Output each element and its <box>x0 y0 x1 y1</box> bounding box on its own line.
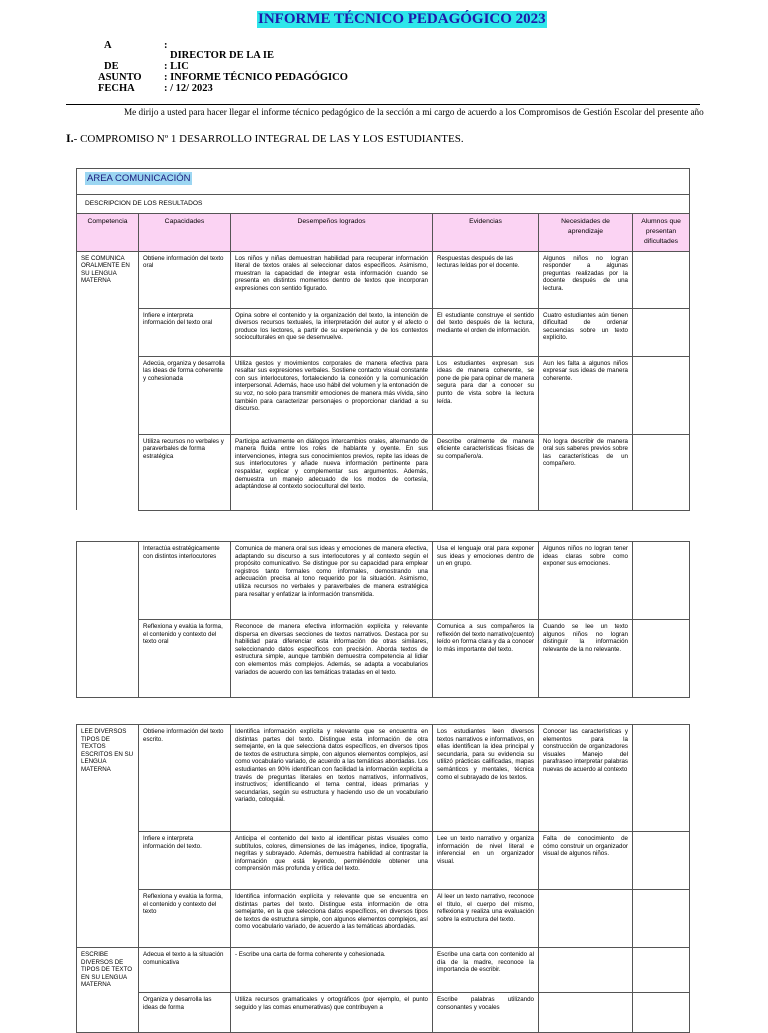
table-row <box>77 434 690 510</box>
results-table-part-3 <box>76 724 690 1033</box>
asunto-value: : INFORME TÉCNICO PEDAGÓGICO <box>164 72 348 83</box>
necesidad-cell: Algunos niños no logran responder a algunas preguntas realizadas por la docente después de una lectura. <box>539 251 633 308</box>
competencia-cell: ESCRIBE DIVERSOS DE TIPOS DE TEXTO EN SU LENGUA MATERNA <box>77 948 139 1033</box>
alumnos-cell <box>633 725 690 832</box>
alumnos-cell <box>633 356 690 434</box>
alumnos-cell <box>633 890 690 948</box>
evidencia-cell: El estudiante construye el sentido del texto después de la lectura, mediante el orden de información. <box>433 308 539 356</box>
alumnos-cell <box>633 308 690 356</box>
intro-text: Me dirijo a usted para hacer llegar el informe técnico pedagógico de la sección a mi cargo de acuerdo a los Compromisos de Gestión Escolar del presente año <box>124 107 704 117</box>
a-value-lic: : LIC <box>164 61 189 72</box>
competencia-cell <box>77 620 139 698</box>
necesidad-cell: No logra describir de manera oral sus saberes previos sobre las características de un compañero. <box>539 434 633 510</box>
alumnos-cell <box>633 620 690 698</box>
intro-paragraph <box>66 107 706 118</box>
capacidad-cell: Adecúa, organiza y desarrolla las ideas de forma coherente y cohesionada <box>139 356 231 434</box>
capacidad-cell: Reflexiona y evalúa la forma, el contenido y contexto del texto <box>139 890 231 948</box>
alumnos-cell <box>633 993 690 1033</box>
area-label: AREA COMUNICACIÓN <box>87 173 191 184</box>
header-capacidades: Capacidades <box>139 213 231 251</box>
descripcion-label: DESCRIPCION DE LOS RESULTADOS <box>77 195 690 214</box>
header-desempenos: Desempeños logrados <box>231 213 433 251</box>
table-row <box>77 993 690 1033</box>
necesidad-cell <box>539 993 633 1033</box>
necesidad-cell: Cuatro estudiantes aún tienen dificultad de ordenar secuencias sobre un texto explícito. <box>539 308 633 356</box>
fecha-label: FECHA <box>98 83 135 94</box>
evidencia-cell: Comunica a sus compañeros la reflexión del texto narrativo(cuento) leído en forma clara y da a conocer lo más importante del texto. <box>433 620 539 698</box>
necesidad-cell: Falta de conocimiento de cómo construir un organizador visual de algunos niños. <box>539 832 633 890</box>
table-row <box>77 948 690 993</box>
header-competencia: Competencia <box>77 213 139 251</box>
capacidad-cell: Organiza y desarrolla las ideas de forma <box>139 993 231 1033</box>
desempeno-cell: Identifica información explícita y relevante que se encuentra en distintas partes del texto. Distingue esta información de otra semejante, en la que selecciona datos específicos, en diversos tipos de textos de estructura simple, con algunos elementos complejos, así como vocabulario variado, de acuerdo a las temáticas abordadas. <box>231 890 433 948</box>
necesidad-cell <box>539 948 633 993</box>
evidencia-cell: Al leer un texto narrativo, reconoce el título, el cuerpo del mismo, reflexiona y realiza una evaluación sobre la estructura del texto. <box>433 890 539 948</box>
document-title: INFORME TÉCNICO PEDAGÓGICO 2023 <box>258 11 546 27</box>
header-evidencias: Evidencias <box>433 213 539 251</box>
competencia-cell: SE COMUNICA ORALMENTE EN SU LENGUA MATERNA <box>77 251 139 510</box>
desempeno-cell: Comunica de manera oral sus ideas y emociones de manera efectiva, adaptando su discurso a sus interlocutores y al contexto según el propósito comunicativo. Se distingue por su capacidad para emplear registros tanto formales como informales, demostrando una adecuación precisa al tono requerido por la situación. Asimismo, utiliza recursos no verbales y paraverbales de manera estratégica para resaltar y enfatizar la información transmitida. <box>231 542 433 620</box>
a-value: DIRECTOR DE LA IE <box>170 50 274 61</box>
capacidad-cell: Reflexiona y evalúa la forma, el contenido y contexto del texto oral <box>139 620 231 698</box>
desempeno-cell: Participa activamente en diálogos intercambios orales, alternando de manera fluida entre los roles de hablante y oyente. En sus intervenciones, integra sus conocimientos previos, repite las ideas de sus interlocutores y añade nueva información pertinente para respaldar, explicar y complementar sus argumentos. Además, demuestra un manejo adecuado de los modos de cortesía, adaptándose al contexto sociocultural del texto. <box>231 434 433 510</box>
table-row <box>77 620 690 698</box>
desempeno-cell: Anticipa el contenido del texto al identificar pistas visuales como subtítulos, colores, dimensiones de las imágenes, índice, tipografía, negritas y subrayado. Además, demuestra habilidad al contrastar la información que está leyendo, permitiéndole obtener una comprensión más profunda y crítica del texto. <box>231 832 433 890</box>
capacidad-cell: Infiere e interpreta información del texto. <box>139 832 231 890</box>
desempeno-cell: Identifica información explícita y relevante que se encuentra en distintas partes del texto. Distingue esta información de otra semejante, en la que selecciona datos específicos, en diversos tipos de textos de estructura simple, con algunos elementos complejos, así como vocabulario variado, de acuerdo a las temáticas abordadas. Los estudiantes en 90% identifican con facilidad la información explícita a través de preguntas literales en textos narrativos, informativos, instructivos; identificando el tema central, ideas primarias y secundarias, según su estructura y haciendo uso de un vocabulario variado, coloquial. <box>231 725 433 832</box>
capacidad-cell: Utiliza recursos no verbales y paraverbales de forma estratégica <box>139 434 231 510</box>
evidencia-cell: Los estudiantes leen diversos textos narrativos e informativos, en ellas identifican la idea principal y secundaria, para su evidencia su utilizó prácticas calificadas, mapas semánticos y mentales, técnica como el subrayado de los textos. <box>433 725 539 832</box>
asunto-label: ASUNTO <box>98 72 142 83</box>
compromiso-text: - COMPROMISO Nº 1 DESARROLLO INTEGRAL DE LAS Y LOS ESTUDIANTES. <box>73 133 464 145</box>
necesidad-cell: Algunos niños no logran tener ideas claras sobre como exponer sus emociones. <box>539 542 633 620</box>
necesidad-cell: Cuando se lee un texto algunos niños no logran distinguir la información relevante de la no relevante. <box>539 620 633 698</box>
desempeno-cell: Opina sobre el contenido y la organización del texto, la intención de diversos recursos textuales, la interpretación del autor y el afecto o produce los lectores, a partir de su experiencia y de los contextos socioculturales en que se desenvuelve. <box>231 308 433 356</box>
compromiso-heading <box>66 131 464 146</box>
evidencia-cell: Lee un texto narrativo y organiza información de nivel literal e inferencial en un organizador visual. <box>433 832 539 890</box>
capacidad-cell: Adecua el texto a la situación comunicativa <box>139 948 231 993</box>
necesidad-cell <box>539 890 633 948</box>
capacidad-cell: Interactúa estratégicamente con distintos interlocutores <box>139 542 231 620</box>
desempeno-cell: - Escribe una carta de forma coherente y cohesionada. <box>231 948 433 993</box>
a-colon: : <box>164 40 168 51</box>
table-row <box>77 356 690 434</box>
evidencia-cell: Respuestas después de las lecturas leídas por el docente. <box>433 251 539 308</box>
table-row <box>77 542 690 620</box>
a-label: A <box>104 40 112 51</box>
necesidad-cell: Conocer las características y elementos para la construcción de organizadores visuales Manejo del parafraseo interpretar palabras nuevas de acuerdo al contexto <box>539 725 633 832</box>
desempeno-cell: Los niños y niñas demuestran habilidad para recuperar información literal de textos orales al seleccionar datos específicos. Asimismo, muestran la capacidad de integrar esta información cuando se presenta en distintos momentos dentro de textos que incorporan expresiones con sentido figurado. <box>231 251 433 308</box>
header-divider <box>66 104 700 105</box>
evidencia-cell: Los estudiantes expresan sus ideas de manera coherente, se pone de pie para opinar de manera segura para dar a conocer su punto de vista sobre la lectura leída. <box>433 356 539 434</box>
compromiso-number: I. <box>66 131 74 145</box>
alumnos-cell <box>633 542 690 620</box>
evidencia-cell: Escribe una carta con contenido al día de la madre, reconoce la importancia de escribir. <box>433 948 539 993</box>
necesidad-cell: Aun les falta a algunos niños expresar sus ideas de manera coherente. <box>539 356 633 434</box>
de-label: DE <box>104 61 119 72</box>
competencia-cell: LEE DIVERSOS TIPOS DE TEXTOS ESCRITOS EN SU LENGUA MATERNA <box>77 725 139 948</box>
alumnos-cell <box>633 434 690 510</box>
desempeno-cell: Utiliza recursos gramaticales y ortográficos (por ejemplo, el punto seguido y las comas enumerativas) que contribuyen a <box>231 993 433 1033</box>
results-table-part-2 <box>76 541 690 698</box>
capacidad-cell: Obtiene información del texto escrito. <box>139 725 231 832</box>
alumnos-cell <box>633 832 690 890</box>
fecha-value: : / 12/ 2023 <box>164 83 213 94</box>
table-row <box>77 890 690 948</box>
desempeno-cell: Reconoce de manera efectiva información explícita y relevante dispersa en diversas secciones de textos narrativos. Destaca por su habilidad para diferenciar esta información de otras similares, seleccionando datos específicos con precisión. Aborda textos de estructura simple, aunque también demuestra competencia al lidiar con elementos más complejos. Además, se adapta a vocabularios variados de acuerdo con las temáticas tratadas en el texto. <box>231 620 433 698</box>
header-necesidades: Necesidades de aprendizaje <box>539 213 633 251</box>
results-table-part-1 <box>76 168 690 511</box>
evidencia-cell: Describe oralmente de manera eficiente características físicas de su compañero/a. <box>433 434 539 510</box>
table-row <box>77 832 690 890</box>
competencia-cell <box>77 542 139 620</box>
evidencia-cell: Usa el lenguaje oral para exponer sus ideas y emociones dentro de un en grupo. <box>433 542 539 620</box>
header-alumnos-dificultades: Alumnos que presentan dificultades <box>633 213 690 251</box>
table-row <box>77 251 690 308</box>
evidencia-cell: Escribe palabras utilizando consonantes y vocales <box>433 993 539 1033</box>
alumnos-cell <box>633 251 690 308</box>
capacidad-cell: Obtiene información del texto oral <box>139 251 231 308</box>
table-row <box>77 725 690 832</box>
table-row <box>77 308 690 356</box>
desempeno-cell: Utiliza gestos y movimientos corporales de manera efectiva para resaltar sus expresiones verbales. Sostiene contacto visual constante con sus interlocutores, fortaleciendo la conexión y la comunicación interpersonal. Además, hace uso hábil del volumen y la entonación de su voz, no solo para transmitir emociones de manera más vívida, sino también para caracterizar personajes o proporcionar claridad a su discurso. <box>231 356 433 434</box>
alumnos-cell <box>633 948 690 993</box>
capacidad-cell: Infiere e interpreta información del texto oral <box>139 308 231 356</box>
